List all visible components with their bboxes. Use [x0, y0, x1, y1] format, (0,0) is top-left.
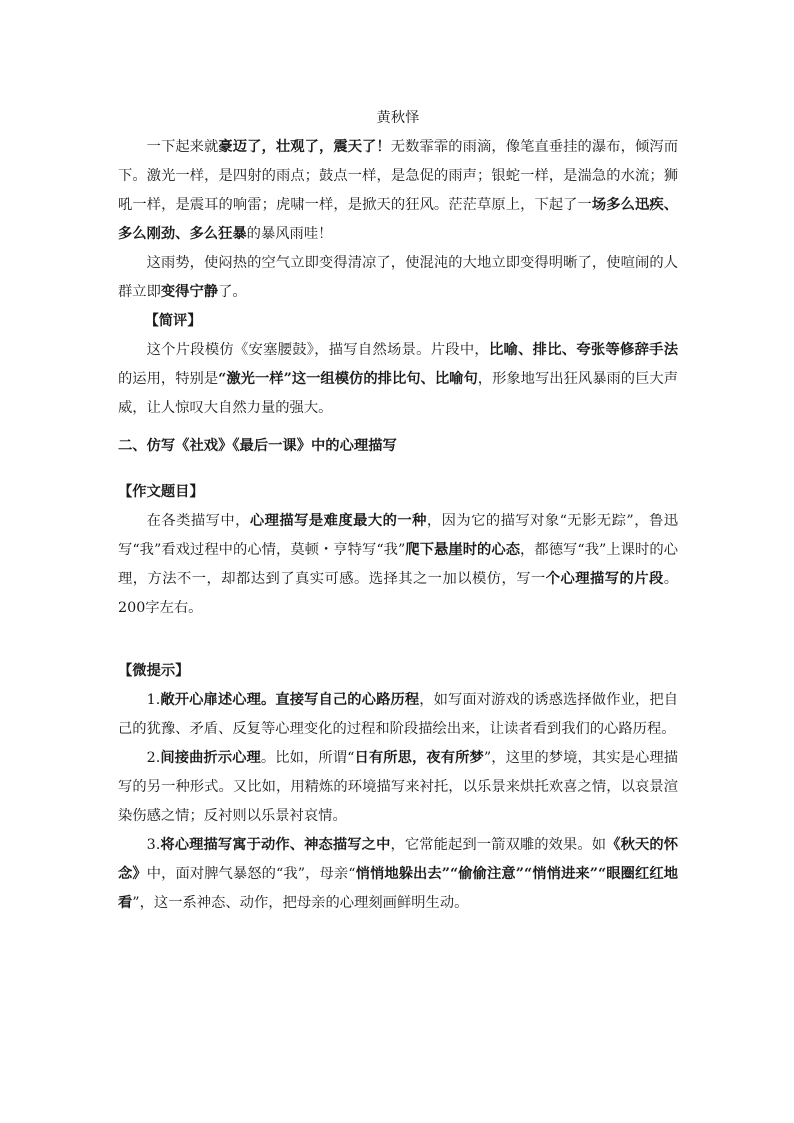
paragraph-2: [118, 249, 678, 307]
bold-text-run: 间接曲折示心理: [160, 750, 261, 766]
text-run: ，形象地写出狂风暴雨的巨大声威，让人惊叹大自然力量的强大。: [118, 371, 679, 416]
bold-text-run: 豪迈了，壮观了，震天了！: [218, 139, 391, 155]
bold-text-run: 个心理描写的片段: [545, 571, 664, 587]
bold-text-run: 场多么迅疾、多么刚劲、多么狂暴: [118, 197, 679, 242]
text-run: ，如写面对游戏的诱惑选择做作业，把自己的犹豫、矛盾、反复等心理变化的过程和阶段描绘出来，让读者看到我们的心路历程。: [118, 692, 679, 737]
bold-text-run: 悄悄地躲出去”“偷偷注意”“悄悄进来”“眼圈红红地看: [118, 866, 678, 911]
text-run: 中，面对脾气暴怒的“我”，母亲“: [146, 866, 356, 882]
text-run: 的暴风雨哇！: [246, 226, 333, 242]
bold-text-run: 敞开心扉述心理。直接写自己的心路历程: [160, 692, 420, 708]
paragraph-comment: [118, 336, 678, 423]
text-run: 3.: [146, 837, 161, 853]
text-run: 2.: [146, 750, 161, 766]
text-run: 一下起来就: [146, 139, 219, 155]
hint-item-3: [118, 831, 678, 918]
section-2-heading: 二、仿写《社戏》《最后一课》中的心理描写: [118, 438, 397, 454]
text-run: ，因为它的描写对象“无影无踪”，鲁迅写“我”看戏过程中的心情，莫顿・亨特写“我”: [118, 513, 678, 558]
text-run: 了。: [218, 284, 247, 300]
bold-text-run: 心理描写是难度最大的一种: [249, 513, 427, 529]
bold-text-run: 比喻、排比、夸张等修辞手法: [488, 342, 678, 358]
bold-text-run: “激光一样”这一组模仿的排比句、比喻句: [218, 371, 478, 387]
text-run: 1.: [146, 692, 161, 708]
text-run: 。200字左右。: [118, 571, 679, 616]
hint-item-1: [118, 686, 678, 744]
text-run: 。比如，所谓“: [260, 750, 355, 766]
comment-tag: 【简评】: [144, 313, 202, 329]
text-run: 无数霏霏的雨滴，像笔直垂挂的瀑布，倾泻而下。激光一样，是四射的雨点；鼓点一样，是急促的雨声；银蛇一样，是湍急的水流；狮吼一样，是震耳的响雷；虎啸一样，是掀天的狂风。茫茫草原上，下起了一: [118, 139, 679, 213]
hint-item-2: [118, 744, 678, 831]
paragraph-topic: [118, 507, 678, 623]
text-run: 这个片段模仿《安塞腰鼓》，描写自然场景。片段中，: [146, 342, 489, 358]
bold-text-run: 《秋天的怀念》: [118, 837, 679, 882]
text-run: ，都德写“我”上课时的心理，方法不一，却都达到了真实可感。选择其之一加以模仿，写一: [118, 542, 679, 587]
bold-text-run: 将心理描写寓于动作、神态描写之中: [160, 837, 391, 853]
hint-tag: 【微提示】: [118, 663, 190, 679]
topic-tag: 【作文题目】: [118, 484, 204, 500]
text-run: 的运用，特别是: [118, 371, 219, 387]
bold-text-run: 爬下悬崖时的心态: [405, 542, 521, 558]
bold-text-run: 变得宁静: [160, 284, 219, 300]
bold-text-run: 日有所思，夜有所梦: [354, 750, 484, 766]
document-body: [118, 104, 678, 918]
paragraph-1: [118, 133, 678, 249]
article-title: 黄秋怿: [376, 110, 420, 126]
text-run: ”，这里的梦境，其实是心理描写的另一种形式。又比如，用精炼的环境描写来衬托，以乐景来烘托欢喜之情，以哀景渲染伤感之情；反衬则以乐景衬哀情。: [118, 750, 679, 824]
text-run: ”，这一系神态、动作，把母亲的心理刻画鲜明生动。: [132, 895, 469, 911]
text-run: 这雨势，使闷热的空气立即变得清凉了，使混沌的大地立即变得明晰了，使喧闹的人群立即: [118, 255, 678, 300]
text-run: ，它常能起到一箭双雕的效果。如: [390, 837, 607, 853]
text-run: 在各类描写中，: [146, 513, 250, 529]
